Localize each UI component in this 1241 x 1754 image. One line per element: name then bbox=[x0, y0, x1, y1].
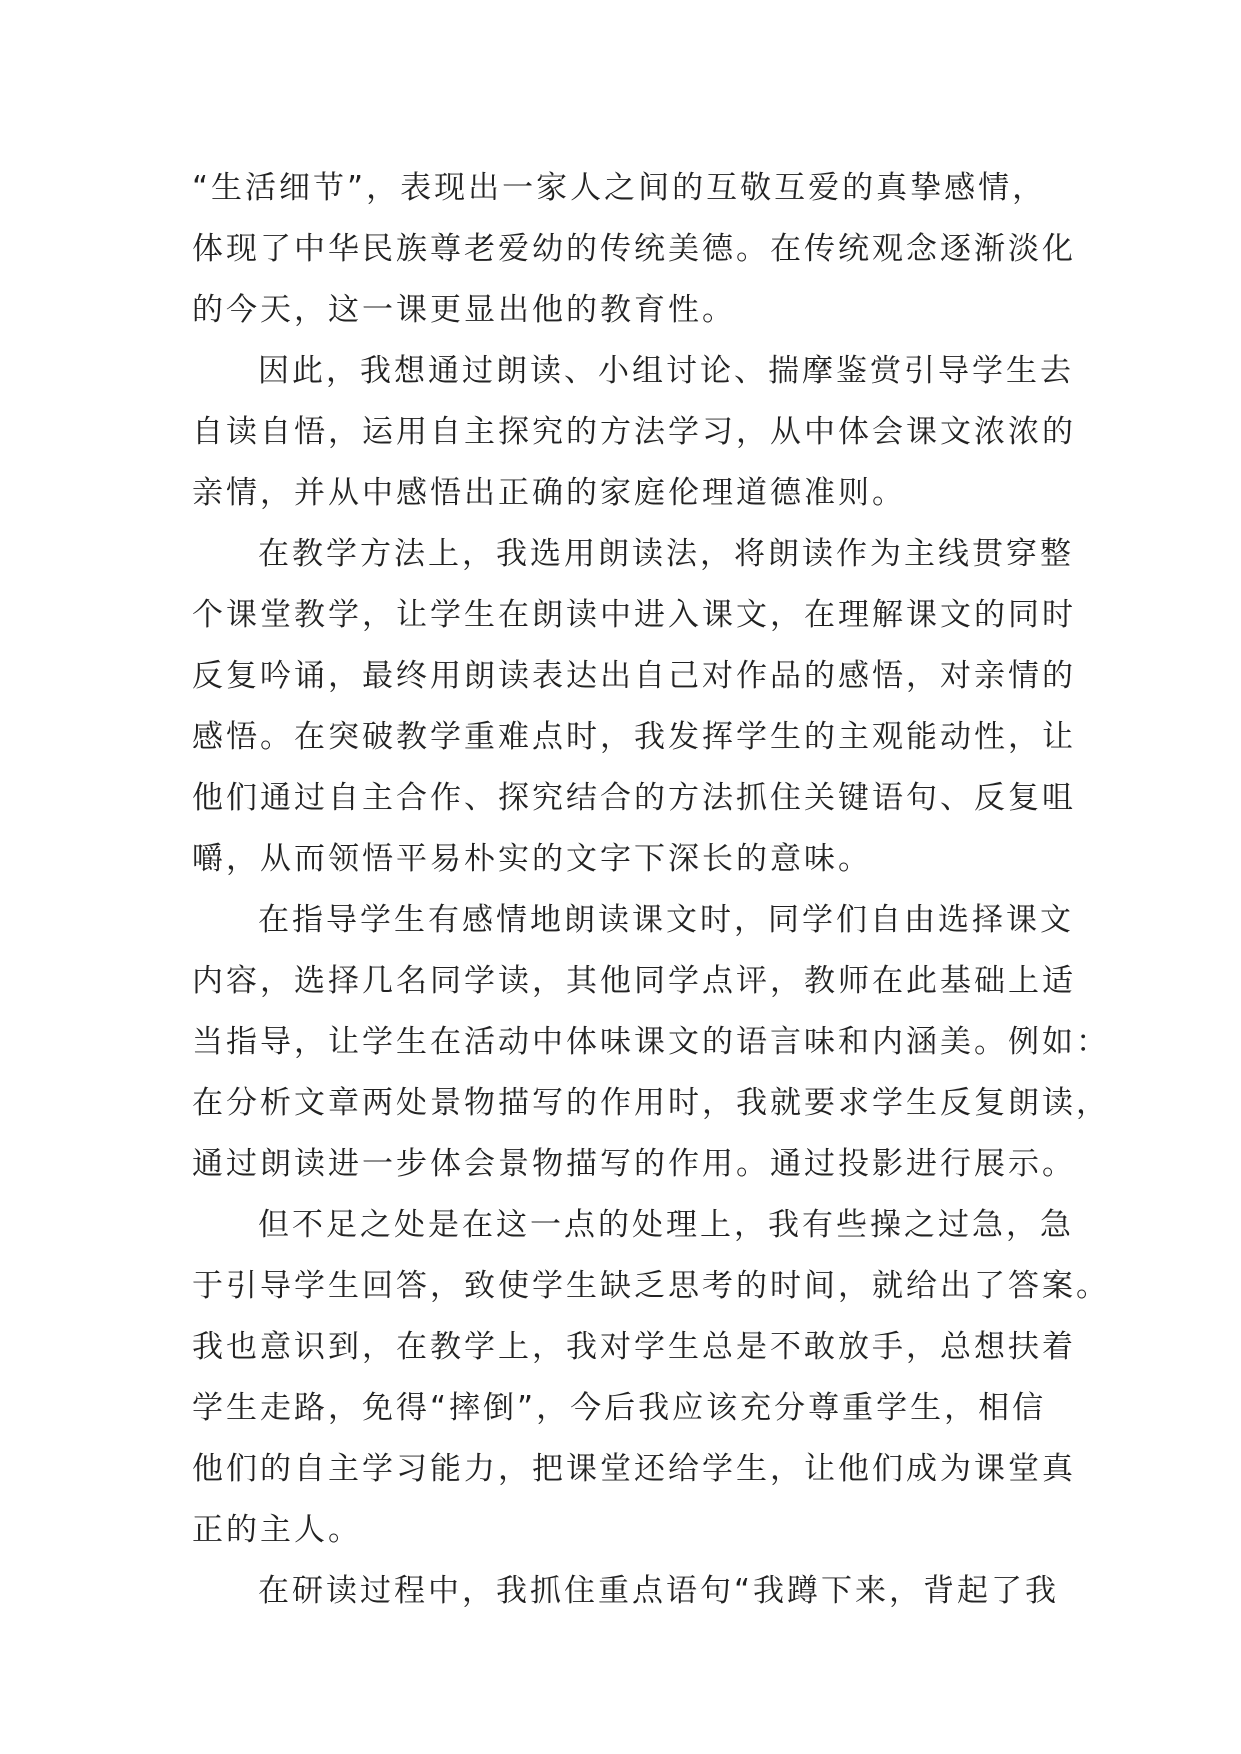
paragraph-line: 反复吟诵，最终用朗读表达出自己对作品的感悟，对亲情的 bbox=[192, 658, 1076, 694]
paragraph-line: 自读自悟，运用自主探究的方法学习，从中体会课文浓浓的 bbox=[192, 414, 1076, 450]
paragraph-3 bbox=[192, 524, 1092, 890]
paragraph-6 bbox=[192, 1561, 1092, 1622]
paragraph-line: 我也意识到，在教学上，我对学生总是不敢放手，总想扶着 bbox=[192, 1329, 1076, 1365]
paragraph-line: 正的主人。 bbox=[192, 1512, 362, 1548]
paragraph-line: 的今天，这一课更显出他的教育性。 bbox=[192, 292, 736, 328]
paragraph-line: 感悟。在突破教学重难点时，我发挥学生的主观能动性，让 bbox=[192, 719, 1076, 755]
paragraph-line: 体现了中华民族尊老爱幼的传统美德。在传统观念逐渐淡化 bbox=[192, 231, 1076, 267]
paragraph-line: 学生走路，免得“摔倒”，今后我应该充分尊重学生，相信 bbox=[192, 1390, 1047, 1426]
paragraph-4 bbox=[192, 890, 1110, 1195]
paragraph-5 bbox=[192, 1195, 1110, 1561]
paragraph-line: 于引导学生回答，致使学生缺乏思考的时间，就给出了答案。 bbox=[192, 1268, 1110, 1304]
paragraph-line: 他们的自主学习能力，把课堂还给学生，让他们成为课堂真 bbox=[192, 1451, 1076, 1487]
paragraph-line: 内容，选择几名同学读，其他同学点评，教师在此基础上适 bbox=[192, 963, 1076, 999]
paragraph-line: 在研读过程中，我抓住重点语句“我蹲下来，背起了我 bbox=[258, 1573, 1060, 1609]
document-body bbox=[192, 158, 1110, 1622]
paragraph-line: 在指导学生有感情地朗读课文时，同学们自由选择课文 bbox=[258, 902, 1074, 938]
paragraph-line: 他们通过自主合作、探究结合的方法抓住关键语句、反复咀 bbox=[192, 780, 1076, 816]
paragraph-1 bbox=[192, 158, 1092, 341]
paragraph-line: 嚼，从而领悟平易朴实的文字下深长的意味。 bbox=[192, 841, 872, 877]
paragraph-line: 但不足之处是在这一点的处理上，我有些操之过急，急 bbox=[258, 1207, 1074, 1243]
paragraph-line: 当指导，让学生在活动中体味课文的语言味和内涵美。例如： bbox=[192, 1024, 1110, 1060]
paragraph-line: “生活细节”，表现出一家人之间的互敬互爱的真挚感情， bbox=[192, 170, 1047, 206]
paragraph-line: 在分析文章两处景物描写的作用时，我就要求学生反复朗读， bbox=[192, 1085, 1110, 1121]
paragraph-line: 因此，我想通过朗读、小组讨论、揣摩鉴赏引导学生去 bbox=[258, 353, 1074, 389]
paragraph-2 bbox=[192, 341, 1092, 524]
paragraph-line: 在教学方法上，我选用朗读法，将朗读作为主线贯穿整 bbox=[258, 536, 1074, 572]
paragraph-line: 个课堂教学，让学生在朗读中进入课文，在理解课文的同时 bbox=[192, 597, 1076, 633]
paragraph-line: 通过朗读进一步体会景物描写的作用。通过投影进行展示。 bbox=[192, 1146, 1076, 1182]
paragraph-line: 亲情，并从中感悟出正确的家庭伦理道德准则。 bbox=[192, 475, 906, 511]
